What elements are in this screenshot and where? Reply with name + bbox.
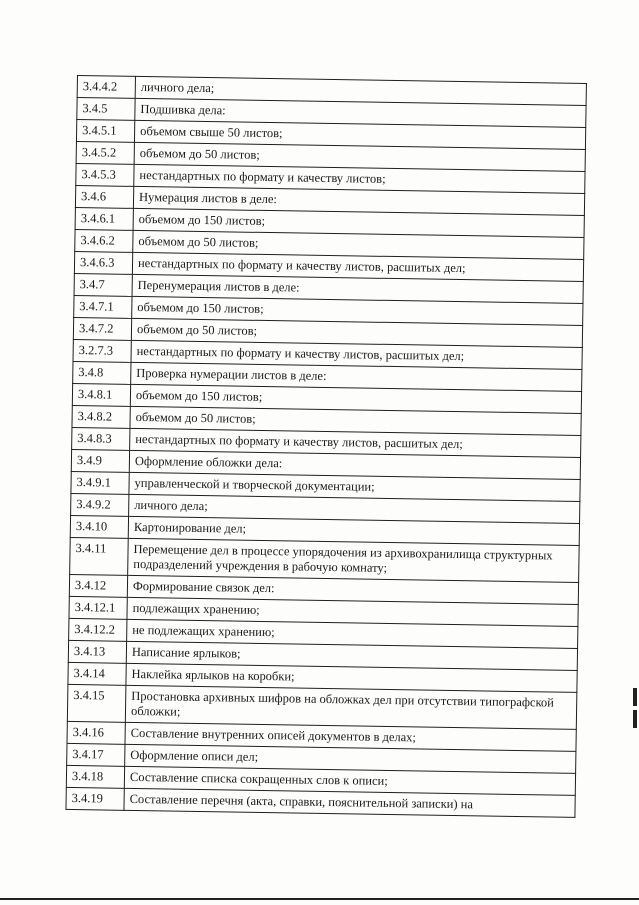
item-description: Перенумерация листов в деле:: [132, 274, 583, 303]
item-description: Подшивка дела:: [135, 98, 586, 127]
item-number: 3.4.17: [67, 743, 125, 766]
item-description: личного дела;: [129, 494, 580, 523]
document-table-container: [65, 75, 586, 818]
item-number: 3.4.8.2: [72, 405, 130, 428]
item-description: Оформление описи дел;: [125, 744, 576, 773]
item-number: 3.4.13: [68, 640, 126, 663]
item-number: 3.4.4.2: [77, 76, 135, 99]
item-description: Наклейка ярлыков на коробки;: [126, 663, 577, 692]
item-description: нестандартных по формату и качеству листов, расшитых дел;: [131, 340, 582, 369]
item-number: 3.4.19: [66, 787, 124, 810]
item-description: личного дела;: [135, 76, 586, 105]
item-description: нестандартных по формату и качеству листов, расшитых дел;: [132, 252, 583, 281]
item-number: 3.4.7.1: [74, 295, 132, 318]
item-number: 3.4.16: [67, 721, 125, 744]
item-description: не подлежащих хранению;: [127, 619, 578, 648]
item-number: 3.4.9.2: [71, 493, 129, 516]
item-description: управленческой и творческой документации;: [129, 472, 580, 501]
item-description: Составление списка сокращенных слов к описи;: [124, 766, 575, 795]
item-description: нестандартных по формату и качеству листов, расшитых дел;: [130, 428, 581, 457]
item-description: Картонирование дел;: [128, 516, 579, 545]
work-items-table: [65, 75, 586, 818]
item-description: объемом до 150 листов;: [132, 296, 583, 325]
item-description: Перемещение дел в процессе упорядочения из архивохранилища структурных подразделений учреждения в рабочую комнату;: [128, 538, 580, 582]
scan-bottom-edge: [0, 898, 639, 900]
item-description: Оформление обложки дела:: [129, 450, 580, 479]
item-description: Написание ярлыков;: [126, 641, 577, 670]
item-number: 3.4.12.2: [69, 618, 127, 641]
item-number: 3.4.6.3: [74, 251, 132, 274]
item-description: объемом до 50 листов;: [131, 318, 582, 347]
item-number: 3.4.5.2: [76, 141, 134, 164]
item-description: объемом до 150 листов;: [130, 384, 581, 413]
item-description: объемом до 50 листов;: [133, 230, 584, 259]
item-number: 3.2.7.3: [73, 339, 131, 362]
item-description: Формирование связок дел:: [127, 575, 578, 604]
item-number: 3.4.9.1: [71, 471, 129, 494]
item-number: 3.4.6: [75, 185, 133, 208]
item-number: 3.4.8.1: [72, 383, 130, 406]
item-description: Нумерация листов в деле:: [133, 186, 584, 215]
item-number: 3.4.8.3: [72, 427, 130, 450]
item-description: Простановка архивных шифров на обложках дел при отсутствии типографской обложки;: [125, 685, 577, 729]
item-number: 3.4.11: [70, 537, 129, 575]
item-number: 3.4.7: [74, 273, 132, 296]
item-description: Составление перечня (акта, справки, пояснительной записки) на: [124, 788, 575, 817]
item-description: нестандартных по формату и качеству листов;: [134, 164, 585, 193]
item-description: Составление внутренних описей документов в делах;: [125, 722, 576, 751]
item-description: объемом до 50 листов;: [134, 142, 585, 171]
table-body: [66, 76, 586, 818]
item-number: 3.4.18: [66, 765, 124, 788]
item-number: 3.4.6.2: [75, 229, 133, 252]
item-description: подлежащих хранению;: [127, 597, 578, 626]
item-number: 3.4.8: [73, 361, 131, 384]
item-number: 3.4.15: [67, 684, 126, 722]
item-description: объемом до 50 листов;: [130, 406, 581, 435]
item-number: 3.4.5.3: [76, 163, 134, 186]
item-description: Проверка нумерации листов в деле:: [131, 362, 582, 391]
item-number: 3.4.7.2: [73, 317, 131, 340]
item-number: 3.4.10: [70, 515, 128, 538]
item-description: объемом свыше 50 листов;: [134, 120, 585, 149]
scan-edge-mark: [633, 688, 637, 706]
item-number: 3.4.5: [77, 98, 135, 121]
item-description: объемом до 150 листов;: [133, 208, 584, 237]
item-number: 3.4.12.1: [69, 596, 127, 619]
item-number: 3.4.12: [69, 574, 127, 597]
item-number: 3.4.6.1: [75, 207, 133, 230]
item-number: 3.4.9: [71, 449, 129, 472]
item-number: 3.4.14: [68, 662, 126, 685]
scan-edge-mark: [633, 710, 637, 728]
item-number: 3.4.5.1: [76, 120, 134, 143]
